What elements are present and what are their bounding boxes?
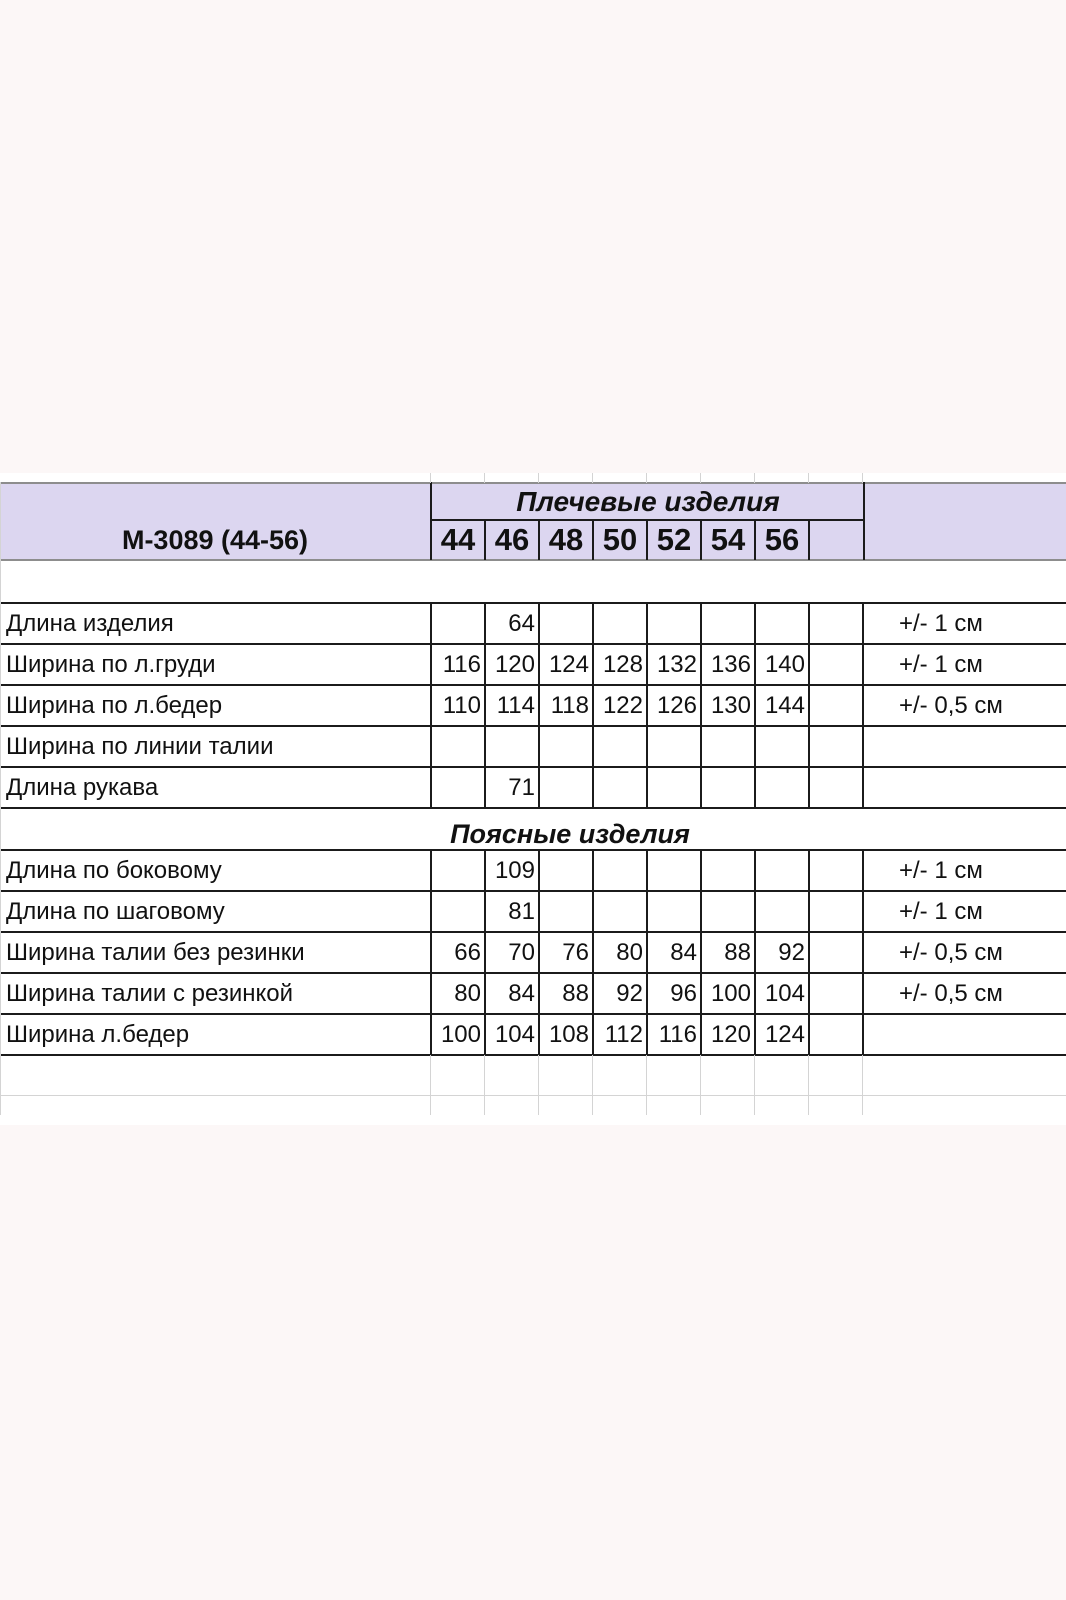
grid-line [0, 931, 1066, 933]
grid-line [430, 1055, 431, 1115]
value-cell: 132 [656, 650, 697, 678]
tolerance-cell [863, 767, 1066, 808]
value-cell [755, 726, 809, 767]
grid-line [0, 725, 1066, 727]
value-cell: 70 [508, 938, 535, 966]
value-cell: 76 [562, 938, 589, 966]
size-header-56: 56 [764, 522, 800, 557]
value-cell: 104 [494, 1020, 535, 1048]
grid-line [592, 519, 594, 560]
grid-line [863, 482, 865, 560]
value-cell [593, 603, 647, 644]
value-cell: 92 [778, 938, 805, 966]
grid-line [754, 473, 755, 483]
size-header-44: 44 [440, 522, 476, 557]
grid-line [646, 519, 648, 560]
grid-line [0, 684, 1066, 686]
grid-line [538, 850, 540, 1055]
value-cell [431, 767, 485, 808]
grid-line [754, 603, 756, 808]
tolerance-cell [863, 1014, 1066, 1055]
grid-line [700, 603, 702, 808]
value-cell [647, 603, 701, 644]
value-cell [593, 767, 647, 808]
value-cell [755, 891, 809, 932]
value-cell: 84 [670, 938, 697, 966]
row-label: Ширина талии с резинкой [6, 979, 294, 1007]
row-label: Ширина л.бедер [6, 1020, 190, 1048]
grid-line [0, 766, 1066, 768]
grid-line [430, 482, 432, 560]
row-label: Ширина по линии талии [6, 732, 274, 760]
tolerance-cell [863, 726, 1066, 767]
grid-line [538, 603, 540, 808]
value-cell: 114 [496, 691, 535, 719]
tolerance-cell: +/- 1 см [899, 897, 983, 925]
value-cell [755, 603, 809, 644]
value-cell: 110 [442, 691, 481, 719]
grid-line [592, 850, 594, 1055]
value-cell: 88 [724, 938, 751, 966]
model-title: М-3089 (44-56) [121, 524, 309, 555]
grid-line [700, 519, 702, 560]
size-header-54: 54 [710, 522, 746, 557]
grid-line [592, 603, 594, 808]
grid-line [0, 482, 1, 1115]
grid-line [700, 1055, 701, 1115]
row-label: Длина по боковому [6, 856, 222, 884]
grid-line [646, 473, 647, 483]
value-cell: 112 [604, 1020, 643, 1048]
grid-line [700, 850, 702, 1055]
value-cell [593, 726, 647, 767]
value-cell [431, 891, 485, 932]
value-cell: 118 [550, 691, 589, 719]
grid-line [430, 473, 431, 483]
value-cell: 100 [440, 1020, 481, 1048]
grid-line [538, 519, 540, 560]
grid-line [0, 482, 1066, 484]
value-cell: 81 [508, 897, 535, 925]
tolerance-cell: +/- 0,5 см [899, 938, 1003, 966]
grid-line [862, 473, 863, 483]
value-cell [701, 767, 755, 808]
grid-line [538, 473, 539, 483]
value-cell [539, 726, 593, 767]
value-cell: 108 [548, 1020, 589, 1048]
grid-line [754, 1055, 755, 1115]
value-cell: 126 [656, 691, 697, 719]
size-header-52: 52 [656, 522, 692, 557]
grid-line [0, 849, 1066, 851]
grid-line [484, 519, 486, 560]
value-cell [431, 603, 485, 644]
grid-line [862, 603, 864, 808]
value-cell: 66 [454, 938, 481, 966]
value-cell [647, 767, 701, 808]
grid-line [0, 1095, 1066, 1096]
tolerance-cell: +/- 0,5 см [899, 979, 1003, 1007]
value-cell: 80 [454, 979, 481, 1007]
value-cell: 128 [602, 650, 643, 678]
grid-line [592, 473, 593, 483]
value-cell: 136 [710, 650, 751, 678]
value-cell: 80 [616, 938, 643, 966]
grid-line [430, 603, 432, 808]
grid-line [808, 1055, 809, 1115]
grid-line [0, 559, 1066, 561]
grid-line [808, 519, 810, 560]
value-cell [539, 767, 593, 808]
value-cell: 130 [710, 691, 751, 719]
value-cell: 122 [602, 691, 643, 719]
grid-line [484, 473, 485, 483]
value-cell: 104 [764, 979, 805, 1007]
value-cell [593, 891, 647, 932]
tolerance-cell: +/- 1 см [899, 650, 983, 678]
value-cell: 71 [508, 773, 535, 801]
value-cell [755, 767, 809, 808]
grid-line [862, 1055, 863, 1115]
value-cell: 140 [764, 650, 805, 678]
grid-line [484, 1055, 485, 1115]
value-cell: 124 [548, 650, 589, 678]
value-cell [431, 850, 485, 891]
row-label: Ширина по л.груди [6, 650, 216, 678]
value-cell: 88 [562, 979, 589, 1007]
value-cell: 124 [764, 1020, 805, 1048]
grid-line [0, 890, 1066, 892]
grid-line [646, 850, 648, 1055]
grid-line [700, 473, 701, 483]
grid-line [0, 972, 1066, 974]
value-cell [701, 603, 755, 644]
value-cell [701, 726, 755, 767]
value-cell [647, 726, 701, 767]
value-cell: 116 [658, 1020, 697, 1048]
row-label: Длина изделия [6, 609, 174, 637]
tolerance-cell: +/- 0,5 см [899, 691, 1003, 719]
grid-line [592, 1055, 593, 1115]
grid-line [646, 603, 648, 808]
value-cell [539, 603, 593, 644]
value-cell [431, 726, 485, 767]
grid-line [484, 850, 486, 1055]
tolerance-cell: +/- 1 см [899, 609, 983, 637]
value-cell [755, 850, 809, 891]
value-cell [701, 850, 755, 891]
size-header-50: 50 [602, 522, 638, 557]
size-chart-sheet [0, 473, 1066, 1125]
grid-line [0, 1013, 1066, 1015]
value-cell [701, 891, 755, 932]
grid-line [484, 603, 486, 808]
value-cell [539, 850, 593, 891]
waist-section-title: Поясные изделия [450, 818, 690, 849]
grid-line [808, 603, 810, 808]
size-header-48: 48 [548, 522, 584, 557]
size-header-46: 46 [494, 522, 530, 557]
value-cell: 100 [710, 979, 751, 1007]
value-cell: 109 [494, 856, 535, 884]
value-cell: 144 [764, 691, 805, 719]
value-cell [539, 891, 593, 932]
shoulder-section-title: Плечевые изделия [516, 485, 780, 517]
row-label: Длина по шаговому [6, 897, 225, 925]
grid-line [0, 1054, 1066, 1056]
value-cell: 96 [670, 979, 697, 1007]
value-cell [485, 726, 539, 767]
row-label: Ширина талии без резинки [6, 938, 305, 966]
value-cell: 92 [616, 979, 643, 1007]
grid-line [862, 850, 864, 1055]
grid-line [754, 519, 756, 560]
row-label: Длина рукава [6, 773, 159, 801]
row-label: Ширина по л.бедер [6, 691, 223, 719]
grid-line [646, 1055, 647, 1115]
grid-line [430, 850, 432, 1055]
value-cell: 120 [494, 650, 535, 678]
grid-line [0, 643, 1066, 645]
tolerance-cell: +/- 1 см [899, 856, 983, 884]
value-cell: 116 [442, 650, 481, 678]
value-cell: 84 [508, 979, 535, 1007]
value-cell: 64 [508, 609, 535, 637]
value-cell [593, 850, 647, 891]
grid-line [754, 850, 756, 1055]
value-cell: 120 [710, 1020, 751, 1048]
value-cell [647, 891, 701, 932]
grid-line [0, 602, 1066, 604]
grid-line [538, 1055, 539, 1115]
grid-line [808, 850, 810, 1055]
value-cell [647, 850, 701, 891]
grid-line [808, 473, 809, 483]
grid-line [0, 807, 1066, 809]
